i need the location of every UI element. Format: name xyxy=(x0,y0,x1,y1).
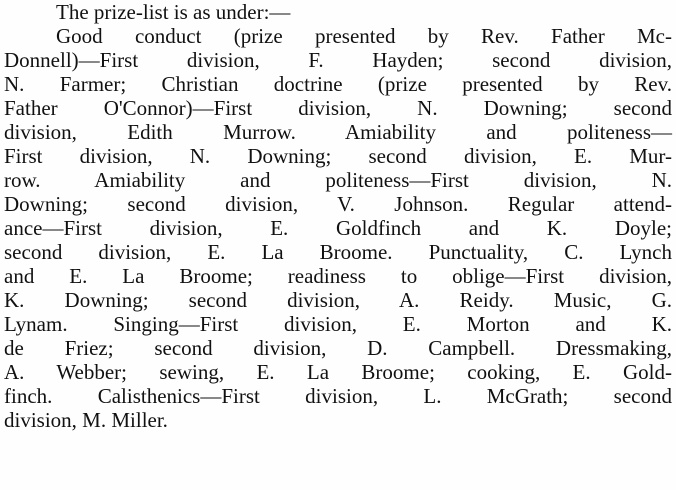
text-line: row. Amiability and politeness—First division, N. xyxy=(4,168,672,192)
text-line: Father O'Connor)—First division, N. Downing; second xyxy=(4,96,672,120)
text-line: N. Farmer; Christian doctrine (prize presented by Rev. xyxy=(4,72,672,96)
text-line: and E. La Broome; readiness to oblige—First division, xyxy=(4,264,672,288)
article-text xyxy=(4,0,672,432)
text-line: First division, N. Downing; second division, E. Mur- xyxy=(4,144,672,168)
text-line: ance—First division, E. Goldfinch and K. Doyle; xyxy=(4,216,672,240)
text-line-intro: The prize-list is as under:— xyxy=(56,0,291,24)
text-line: Downing; second division, V. Johnson. Regular attend- xyxy=(4,192,672,216)
text-line: division, Edith Murrow. Amiability and politeness— xyxy=(4,120,672,144)
text-line: A. Webber; sewing, E. La Broome; cooking, E. Gold- xyxy=(4,360,672,384)
text-line-final: division, M. Miller. xyxy=(4,408,168,432)
text-line: finch. Calisthenics—First division, L. McGrath; second xyxy=(4,384,672,408)
text-line: Donnell)—First division, F. Hayden; second division, xyxy=(4,48,672,72)
text-line: Lynam. Singing—First division, E. Morton and K. xyxy=(4,312,672,336)
text-line: Good conduct (prize presented by Rev. Father Mc- xyxy=(56,24,672,48)
text-line: K. Downing; second division, A. Reidy. Music, G. xyxy=(4,288,672,312)
text-line: second division, E. La Broome. Punctuality, C. Lynch xyxy=(4,240,672,264)
text-line: de Friez; second division, D. Campbell. Dressmaking, xyxy=(4,336,672,360)
